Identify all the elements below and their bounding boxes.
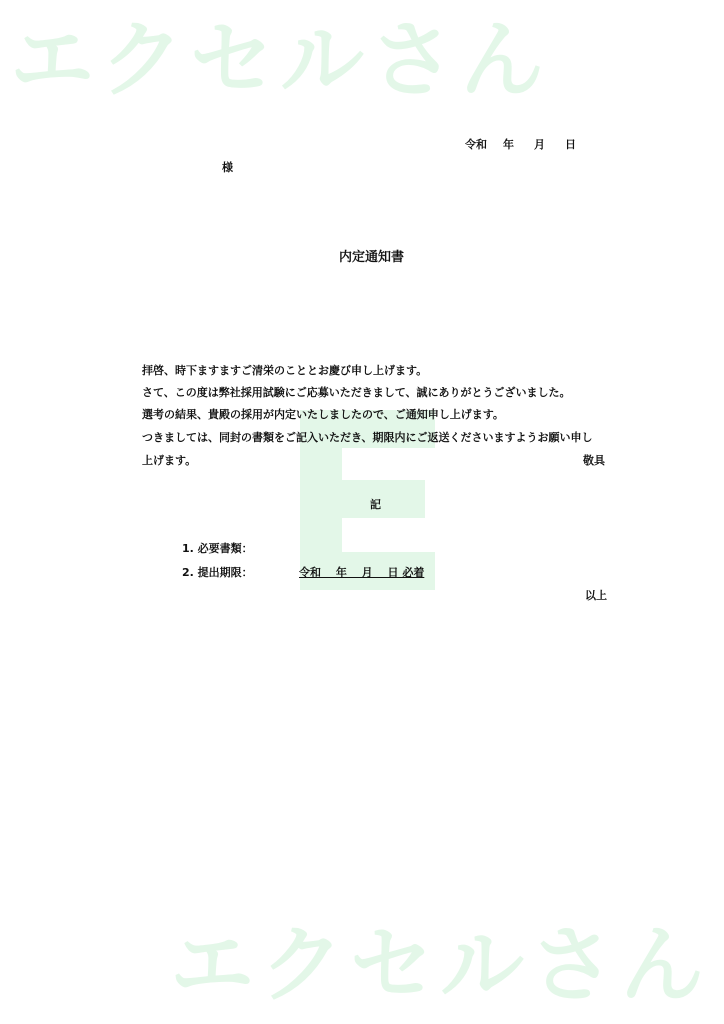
watermark-text-bottom: エクセルさん (170, 916, 711, 1014)
body-line-2: さて、この度は弊社採用試験にご応募いただきまして、誠にありがとうございました。 (142, 386, 571, 399)
date-year-unit: 年 (503, 138, 514, 151)
body-line-3: 選考の結果、貴殿の採用が内定いたしましたので、ご通知申し上げます。 (142, 408, 504, 421)
closing-keigu: 敬具 (583, 454, 605, 467)
ijou: 以上 (585, 589, 607, 602)
document-title: 内定通知書 (339, 250, 405, 265)
watermark-text-top: エクセルさん (10, 11, 551, 109)
date-day-unit: 日 (565, 138, 576, 151)
recipient-suffix: 様 (222, 161, 233, 174)
ki-heading: 記 (370, 498, 381, 511)
date-line (465, 138, 576, 152)
body-line-1: 拝啓、時下ますますご清栄のこととお慶び申し上げます。 (142, 364, 428, 377)
item-deadline-value: 令和 年 月 日 必着 (299, 566, 425, 579)
item-required-documents-label: 1. 必要書類： (182, 542, 253, 555)
body-line-5: 上げます。 (142, 454, 197, 467)
date-month-unit: 月 (534, 138, 545, 151)
date-era: 令和 (465, 138, 487, 151)
item-deadline-label: 2. 提出期限： (182, 566, 253, 579)
body-line-4: つきましては、同封の書類をご記入いただき、期限内にご返送くださいますようお願い申し (142, 431, 593, 444)
